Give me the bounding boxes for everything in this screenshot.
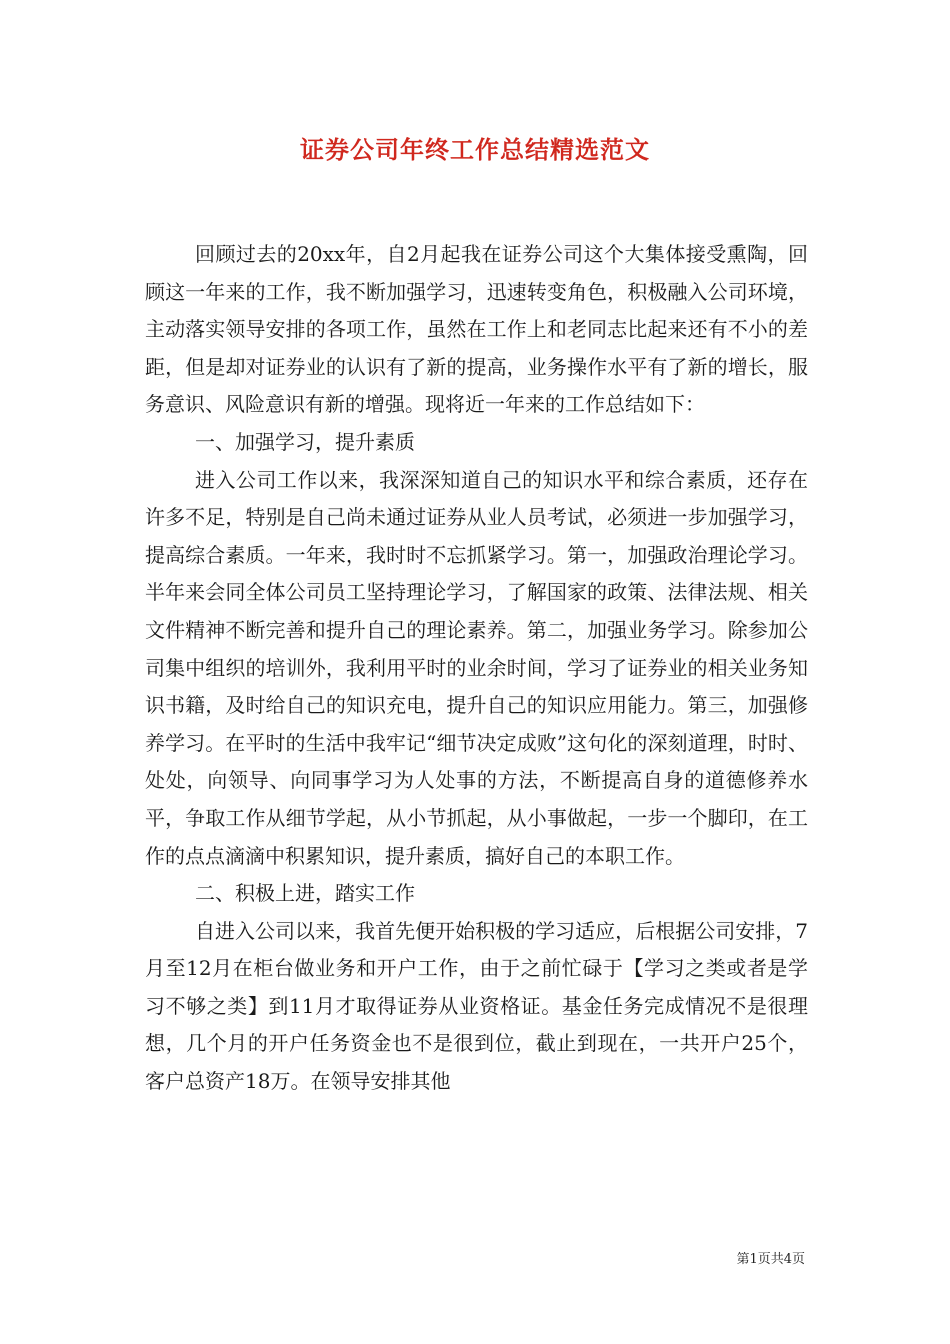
page-number-footer: 第1页共4页	[736, 1252, 805, 1267]
paragraph-intro: 回顾过去的20xx年，自2月起我在证券公司这个大集体接受熏陶，回顾这一年来的工作，我不断加强学习，迅速转变角色，积极融入公司环境，主动落实领导安排的各项工作，虽然在工作上和老同志比起来还有不小的差距，但是却对证券业的认识有了新的提高，业务操作水平有了新的增长，服务意识、风险意识有新的增强。现将近一年来的工作总结如下：	[145, 242, 808, 417]
section-heading-1: 一、加强学习，提升素质	[195, 429, 415, 454]
section-heading-2: 二、积极上进，踏实工作	[195, 881, 415, 906]
paragraph-study: 进入公司工作以来，我深深知道自己的知识水平和综合素质，还存在许多不足，特别是自己尚未通过证券从业人员考试，必须进一步加强学习，提高综合素质。一年来，我时时不忘抓紧学习。第一，加强政治理论学习。半年来会同全体公司员工坚持理论学习，了解国家的政策、法律法规、相关文件精神不断完善和提升自己的理论素养。第二，加强业务学习。除参加公司集中组织的培训外，我利用平时的业余时间，学习了证券业的相关业务知识书籍，及时给自己的知识充电，提升自己的知识应用能力。第三，加强修养学习。在平时的生活中我牢记“细节决定成败”这句化的深刻道理，时时、处处，向领导、向同事学习为人处事的方法，不断提高自身的道德修养水平，争取工作从细节学起，从小节抓起，从小事做起，一步一个脚印，在工作的点点滴滴中积累知识，提升素质，搞好自己的本职工作。	[145, 467, 808, 868]
paragraph-work: 自进入公司以来，我首先便开始积极的学习适应，后根据公司安排，7月至12月在柜台做业务和开户工作，由于之前忙碌于【学习之类或者是学习不够之类】到11月才取得证券从业资格证。基金任务完成情况不是很理想，几个月的开户任务资金也不是很到位，截止到现在，一共开户25个，客户总资产18万。在领导安排其他	[145, 918, 808, 1094]
document-title: 证券公司年终工作总结精选范文	[300, 135, 650, 164]
document-body	[145, 236, 808, 1101]
